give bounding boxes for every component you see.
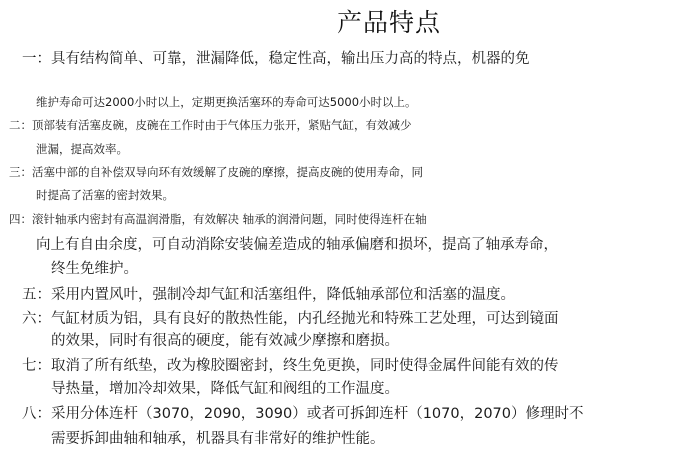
feature-3-line-2: 时提高了活塞的密封效果。 bbox=[36, 188, 174, 202]
feature-7-line-2: 导热量，增加冷却效果，降低气缸和阀组的工作温度。 bbox=[51, 381, 399, 397]
feature-4-line-1: 四：滚针轴承内密封有高温润滑脂，有效解决 轴承的润滑问题，同时使得连杆在轴 bbox=[9, 212, 427, 226]
feature-7-line-1: 七：取消了所有纸垫，改为橡胶圈密封，终生免更换，同时使得金属件间能有效的传 bbox=[22, 358, 559, 374]
feature-6-line-1: 六：气缸材质为铝，具有良好的散热性能，内孔经抛光和特殊工艺处理，可达到镜面 bbox=[22, 311, 559, 327]
feature-4-line-3: 终生免维护。 bbox=[51, 261, 138, 277]
feature-2-line-2: 泄漏，提高效率。 bbox=[36, 142, 128, 156]
feature-2-line-1: 二：顶部装有活塞皮碗，皮碗在工作时由于气体压力张开，紧贴气缸，有效减少 bbox=[9, 118, 412, 132]
feature-8-line-2: 需要拆卸曲轴和轴承，机器具有非常好的维护性能。 bbox=[51, 431, 385, 447]
feature-4-line-2: 向上有自由余度，可自动消除安装偏差造成的轴承偏磨和损坏，提高了轴承寿命， bbox=[36, 237, 558, 253]
feature-1-line-2: 维护寿命可达2000小时以上，定期更换活塞环的寿命可达5000小时以上。 bbox=[36, 95, 417, 109]
feature-3-line-1: 三：活塞中部的自补偿双导向环有效缓解了皮碗的摩擦，提高皮碗的使用寿命，同 bbox=[9, 165, 423, 179]
feature-5-line-1: 五：采用内置风叶，强制冷却气缸和活塞组件，降低轴承部位和活塞的温度。 bbox=[22, 287, 515, 303]
feature-6-line-2: 的效果，同时有很高的硬度，能有效减少摩擦和磨损。 bbox=[51, 333, 399, 349]
document-title: 产品特点 bbox=[337, 8, 442, 37]
feature-8-line-1: 八：采用分体连杆（3070，2090，3090）或者可拆卸连杆（1070，2070）修理时不 bbox=[22, 406, 584, 422]
feature-1-line-1: 一：具有结构简单、可靠，泄漏降低，稳定性高，输出压力高的特点，机器的免 bbox=[22, 51, 530, 67]
